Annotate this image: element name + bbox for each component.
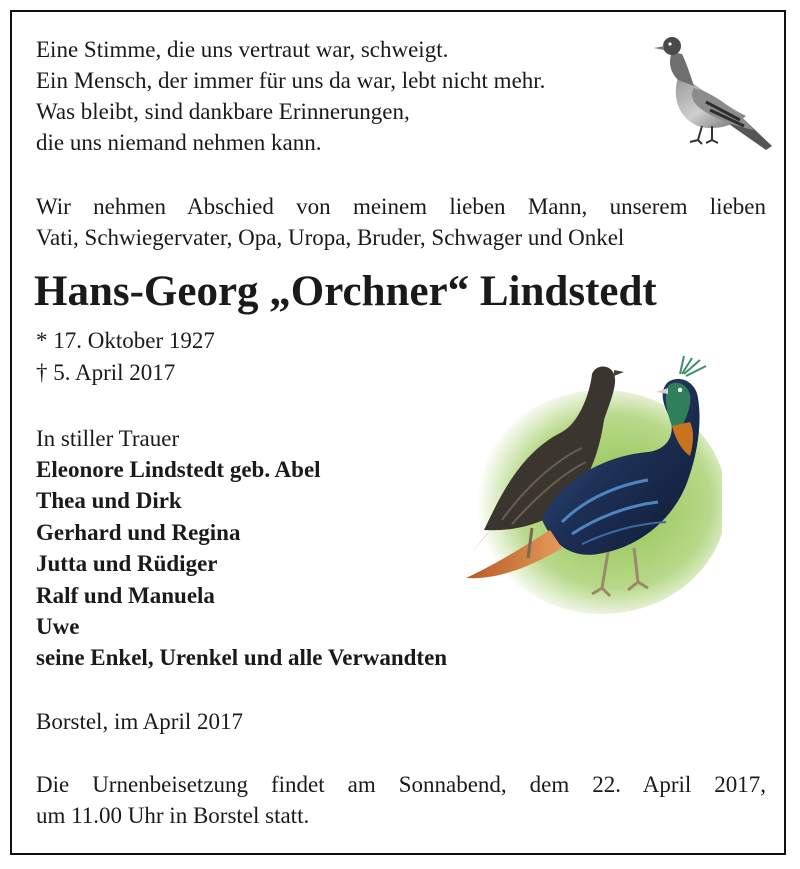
poem-line-3: Was bleibt, sind dankbare Erinnerungen,: [36, 99, 410, 124]
deceased-name: Hans-Georg „Orchner“ Lindstedt: [34, 268, 657, 315]
poem-line-2: Ein Mensch, der immer für uns da war, lebt nicht mehr.: [36, 68, 546, 93]
pheasant-pair-illustration: [462, 352, 722, 614]
mourner-name: Uwe: [36, 614, 80, 639]
pigeon-illustration: [650, 30, 775, 155]
death-date: † 5. April 2017: [36, 360, 176, 385]
mourner-name: Thea und Dirk: [36, 488, 182, 513]
mourner-name: Ralf und Manuela: [36, 583, 215, 608]
mourner-name: Eleonore Lindstedt geb. Abel: [36, 457, 321, 482]
poem-line-1: Eine Stimme, die uns vertraut war, schweigt.: [36, 37, 449, 62]
farewell-line-2: Vati, Schwiegervater, Opa, Uropa, Bruder, Schwager und Onkel: [36, 225, 625, 250]
mourner-name: Gerhard und Regina: [36, 520, 241, 545]
mourning-intro: In stiller Trauer: [36, 426, 180, 451]
birth-date: * 17. Oktober 1927: [36, 328, 215, 353]
mourner-name: Jutta und Rüdiger: [36, 551, 218, 576]
burial-line-1: Die Urnenbeisetzung findet am Sonnabend, dem 22. April 2017,: [36, 772, 766, 797]
farewell-line-1: Wir nehmen Abschied von meinem lieben Mann, unserem lieben: [36, 194, 766, 219]
poem-line-4: die uns niemand nehmen kann.: [36, 130, 322, 155]
mourner-name: seine Enkel, Urenkel und alle Verwandten: [36, 645, 448, 670]
place-and-date: Borstel, im April 2017: [36, 709, 243, 734]
burial-line-2: um 11.00 Uhr in Borstel statt.: [36, 803, 310, 828]
